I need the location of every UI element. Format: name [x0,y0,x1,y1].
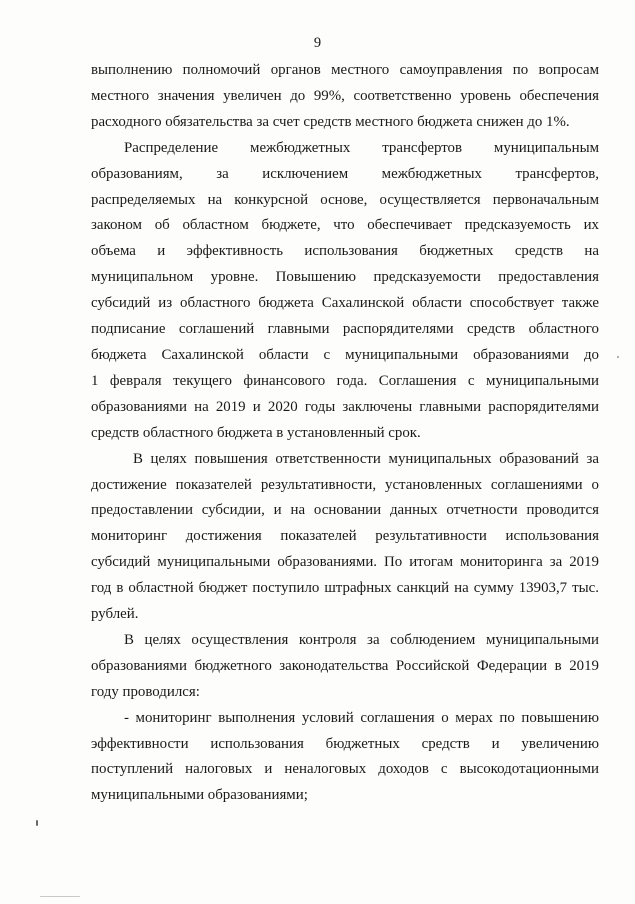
paragraph-line: предоставлении субсидии, и на основании данных отчетности проводится [91,502,599,519]
paragraph-line: субсидий из областного бюджета Сахалинской области способствует также [91,295,599,312]
paragraph-line: 1 февраля текущего финансового года. Соглашения с муниципальными [91,372,599,389]
list-item-line: - мониторинг выполнения условий соглашения о мерах по повышению [124,709,599,726]
paragraph-line: достижение показателей результативности, установленных соглашениями о [91,476,599,493]
paragraph-line: муниципальном уровне. Повышению предсказуемости предоставления [91,269,599,286]
paragraph-line: образованиями на 2019 и 2020 годы заключены главными распорядителями [91,398,599,415]
paragraph-line: подписание соглашений главными распорядителями средств областного [91,321,599,338]
paragraph-line: расходного обязательства за счет средств местного бюджета снижен до 1%. [91,113,570,130]
paragraph-line: образованиям, за исключением межбюджетных трансфертов, [91,165,599,182]
paragraph-line: мониторинг достижения показателей результативности использования [91,528,599,545]
paragraph-line: образованиями бюджетного законодательства Российской Федерации в 2019 [91,657,599,674]
list-item-line: эффективности использования бюджетных средств и увеличению [91,735,599,752]
document-body [91,58,599,809]
paragraph-line: год в областной бюджет поступило штрафных санкций на сумму 13903,7 тыс. [91,580,599,597]
scan-speck [36,820,38,826]
paragraph-line: В целях осуществления контроля за соблюдением муниципальными [124,631,599,648]
paragraph-line: распределяемых на конкурсной основе, осуществляется первоначальным [91,191,599,208]
list-item-line: муниципальными образованиями; [91,787,308,804]
scan-speck [617,356,619,358]
paragraph-line: законом об областном бюджете, что обеспечивает предсказуемость их [91,217,599,234]
paragraph-line: году проводился: [91,683,200,700]
paragraph-line: субсидий муниципальными образованиями. По итогам мониторинга за 2019 [91,554,599,571]
paragraph-line: бюджета Сахалинской области с муниципальными образованиями до [91,346,599,363]
scan-speck [40,896,80,897]
paragraph-line: местного значения увеличен до 99%, соответственно уровень обеспечения [91,87,599,104]
page-number: 9 [313,35,322,51]
paragraph-line: средств областного бюджета в установленный срок. [91,424,421,441]
list-item-line: поступлений налоговых и неналоговых доходов с высокодотационными [91,761,599,778]
paragraph-line: объема и эффективность использования бюджетных средств на [91,243,599,260]
paragraph-line: выполнению полномочий органов местного самоуправления по вопросам [91,62,599,78]
paragraph-line: В целях повышения ответственности муниципальных образований за [133,450,599,467]
paragraph-line: рублей. [91,606,139,623]
paragraph-line: Распределение межбюджетных трансфертов муниципальным [124,139,599,156]
